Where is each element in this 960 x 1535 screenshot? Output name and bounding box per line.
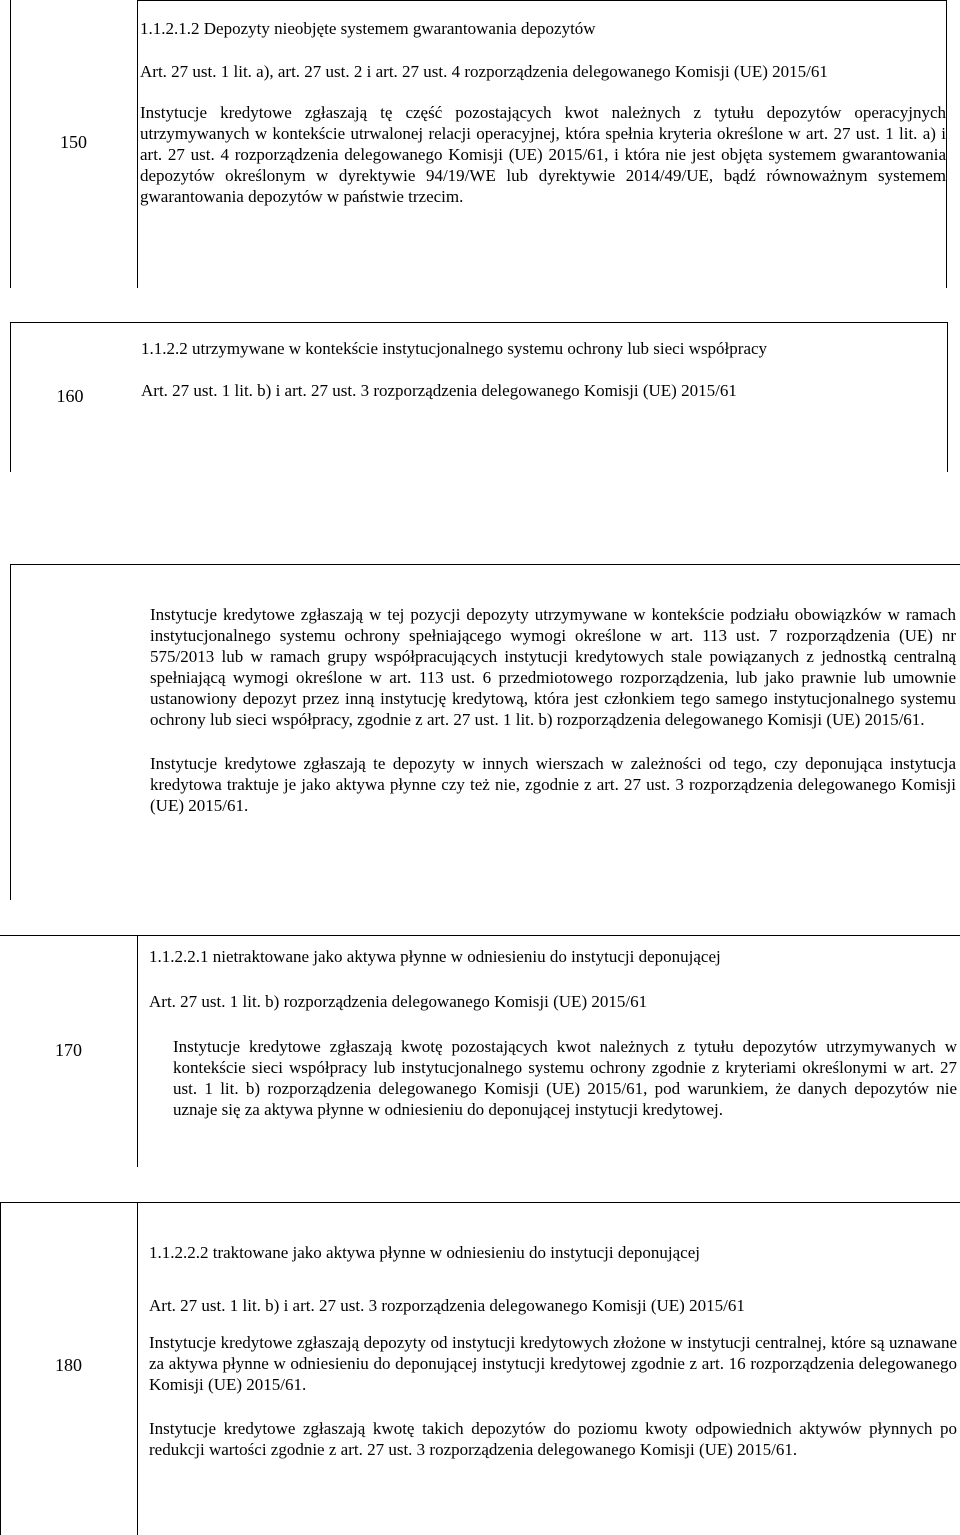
row-number: 160 — [56, 386, 84, 406]
row-number: 180 — [55, 1355, 82, 1375]
row-160-top-border — [10, 322, 948, 323]
row-150-content — [140, 18, 946, 207]
continuation-top-border — [10, 564, 960, 565]
row-number: 170 — [55, 1040, 82, 1060]
row-heading: 1.1.2.2.2 traktowane jako aktywa płynne w odniesieniu do instytucji deponującej — [149, 1243, 700, 1262]
description-paragraph: Instytucje kredytowe zgłaszają kwotę pozostających kwot należnych z tytułu depozytów utrzymywanych w kontekście sieci współpracy lub instytucjonalnego systemu ochrony zgodnie z kryteriami określonymi w art. 27 ust. 1 lit. b) rozporządzenia delegowanego Komisji (UE) 2015/61, pod warunkiem, że danych depozytów nie uznaje się za aktywa płynne w odniesieniu do deponującej instytucji kredytowej. — [173, 1037, 957, 1119]
row-170-content — [149, 946, 957, 1120]
continuation-left-border — [10, 564, 11, 900]
legal-reference: Art. 27 ust. 1 lit. b) rozporządzenia delegowanego Komisji (UE) 2015/61 — [149, 992, 648, 1011]
row-150-top-border — [137, 0, 947, 1]
row-160-content — [141, 338, 947, 401]
row-heading: 1.1.2.2.1 nietraktowane jako aktywa płynne w odniesieniu do instytucji deponującej — [149, 947, 721, 966]
row-180-content — [149, 1242, 957, 1460]
legal-reference: Art. 27 ust. 1 lit. a), art. 27 ust. 2 i art. 27 ust. 4 rozporządzenia delegowanego Komisji (UE) 2015/61 — [140, 62, 828, 81]
legal-reference: Art. 27 ust. 1 lit. b) i art. 27 ust. 3 rozporządzenia delegowanego Komisji (UE) 2015/61 — [141, 381, 737, 400]
row-heading: 1.1.2.1.2 Depozyty nieobjęte systemem gwarantowania depozytów — [140, 19, 596, 38]
row-heading: 1.1.2.2 utrzymywane w kontekście instytucjonalnego systemu ochrony lub sieci współpracy — [141, 339, 768, 358]
row-180-divider — [137, 1202, 138, 1535]
description-paragraph: Instytucje kredytowe zgłaszają kwotę takich depozytów do poziomu kwoty odpowiednich aktywów płynnych po redukcji wartości zgodnie z art. 27 ust. 3 rozporządzenia delegowanego Komisji (UE) 2015/61. — [149, 1419, 957, 1459]
row-170-divider — [137, 935, 138, 1167]
continuation-content — [150, 604, 956, 816]
legal-reference: Art. 27 ust. 1 lit. b) i art. 27 ust. 3 rozporządzenia delegowanego Komisji (UE) 2015/61 — [149, 1296, 745, 1315]
row-160-right-border — [947, 322, 948, 472]
row-150-right-border — [946, 0, 947, 288]
row-180-top-border — [0, 1202, 960, 1203]
description-paragraph: Instytucje kredytowe zgłaszają te depozyty w innych wierszach w zależności od tego, czy deponująca instytucja kredytowa traktuje je jako aktywa płynne czy też nie, zgodnie z art. 27 ust. 3 rozporządzenia delegowanego Komisji (UE) 2015/61. — [150, 754, 956, 815]
description-paragraph: Instytucje kredytowe zgłaszają w tej pozycji depozyty utrzymywane w kontekście podziału obowiązków w ramach instytucjonalnego systemu ochrony spełniającego wymogi określone w art. 113 ust. 7 rozporządzenia (UE) nr 575/2013 lub w ramach grupy współpracujących instytucji kredytowych stale powiązanych z jednostką centralną spełniającą wymogi określone w art. 113 ust. 6 przedmiotowego rozporządzenia, lub jako prawnie lub umownie ustanowiony depozyt przez inną instytucję kredytową, która jest członkiem tego samego instytucjonalnego systemu ochrony lub sieci współpracy, zgodnie z art. 27 ust. 1 lit. b) rozporządzenia delegowanego Komisji (UE) 2015/61. — [150, 605, 956, 729]
description-paragraph: Instytucje kredytowe zgłaszają depozyty od instytucji kredytowych złożone w instytucji centralnej, które są uznawane za aktywa płynne w odniesieniu do deponującej instytucji kredytowej zgodnie z art. 16 rozporządzenia delegowanego Komisji (UE) 2015/61. — [149, 1333, 957, 1394]
row-170-top-border — [0, 935, 960, 936]
row-number: 150 — [60, 132, 87, 152]
row-150-divider — [137, 0, 138, 288]
description-paragraph: Instytucje kredytowe zgłaszają tę część pozostających kwot należnych z tytułu depozytów operacyjnych utrzymywanych w kontekście utrwalonej relacji operacyjnej, która spełnia kryteria określone w art. 27 ust. 1 lit. a) i art. 27 ust. 4 rozporządzenia delegowanego Komisji (UE) 2015/61, i która nie jest objęta systemem gwarantowania depozytów określonym w dyrektywie 94/19/WE lub dyrektywie 2014/49/UE, bądź równoważnym systemem gwarantowania depozytów w państwie trzecim. — [140, 103, 946, 206]
